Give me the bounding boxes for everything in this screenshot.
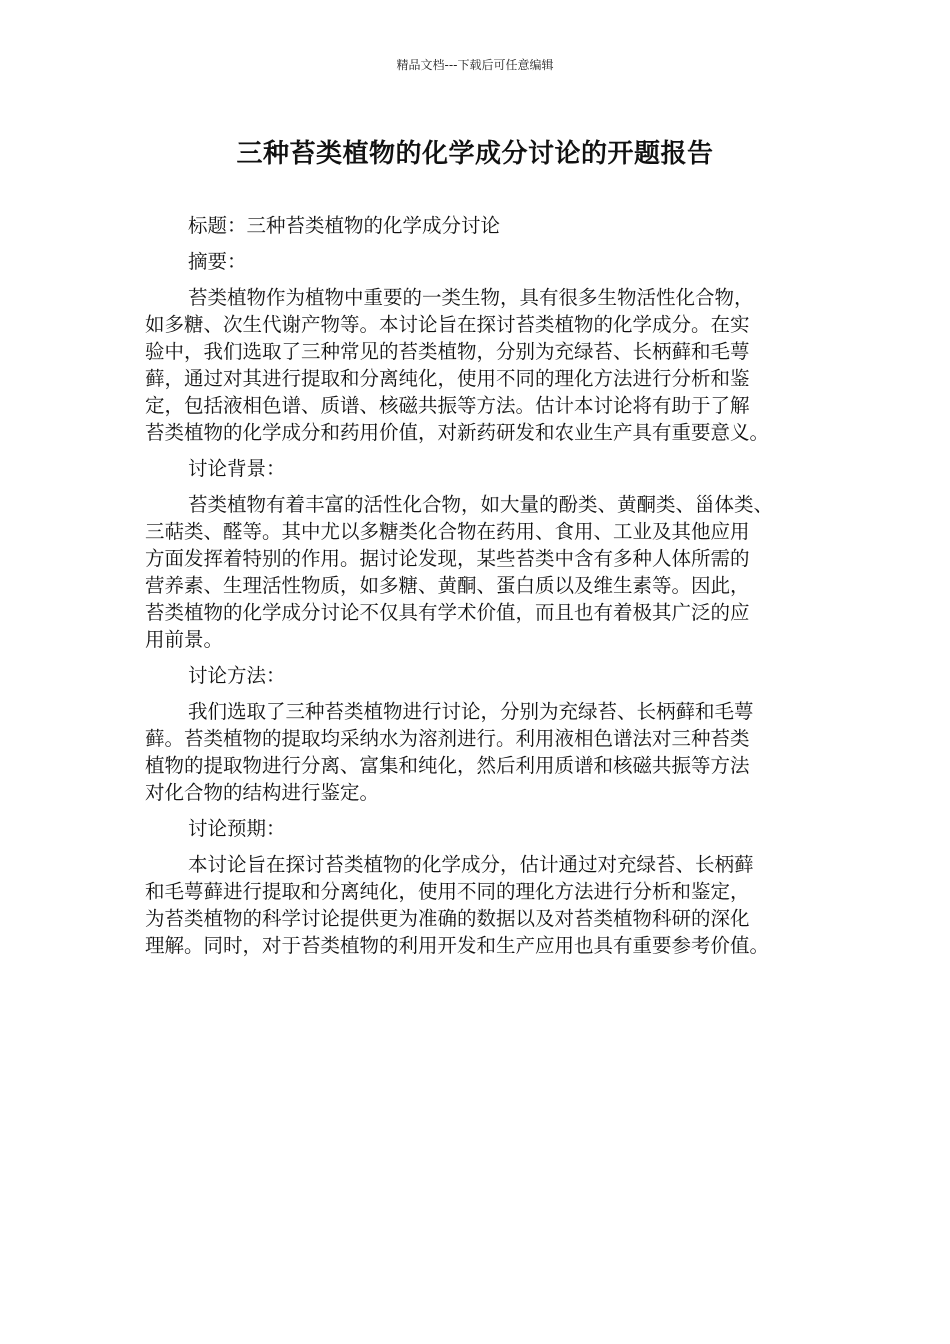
section-label-abstract: 摘要： (188, 250, 247, 273)
document-body (145, 212, 810, 959)
paragraph-line: 本讨论旨在探讨苔类植物的化学成分，估计通过对充绿苔、长柄藓 (188, 853, 754, 876)
paragraph-line: 理解。同时，对于苔类植物的利用开发和生产应用也具有重要参考价值。 (145, 934, 770, 957)
paragraph-line: 藓，通过对其进行提取和分离纯化，使用不同的理化方法进行分析和鉴 (145, 367, 750, 390)
paragraph-line: 苔类植物作为植物中重要的一类生物，具有很多生物活性化合物， (188, 286, 754, 309)
paragraph-line: 苔类植物的化学成分和药用价值，对新药研发和农业生产具有重要意义。 (145, 421, 770, 444)
paragraph-line: 藓。苔类植物的提取均采纳水为溶剂进行。利用液相色谱法对三种苔类 (145, 727, 750, 750)
section-paragraph-expectation (145, 851, 810, 959)
header-note: 精品文档---下载后可任意编辑 (396, 58, 554, 72)
paragraph-line: 方面发挥着特别的作用。据讨论发现，某些苔类中含有多种人体所需的 (145, 547, 750, 570)
section-paragraph-background (145, 491, 810, 653)
paragraph-line: 定，包括液相色谱、质谱、核磁共振等方法。估计本讨论将有助于了解 (145, 394, 750, 417)
paragraph-line: 和毛萼藓进行提取和分离纯化，使用不同的理化方法进行分析和鉴定， (145, 880, 750, 903)
subject-line: 标题：三种苔类植物的化学成分讨论 (188, 214, 501, 237)
document-title: 三种苔类植物的化学成分讨论的开题报告 (236, 139, 714, 169)
section-label-method: 讨论方法： (188, 664, 286, 687)
section-paragraph-abstract (145, 284, 810, 446)
paragraph-line: 为苔类植物的科学讨论提供更为准确的数据以及对苔类植物科研的深化 (145, 907, 750, 930)
paragraph-line: 植物的提取物进行分离、富集和纯化，然后利用质谱和核磁共振等方法 (145, 754, 750, 777)
paragraph-line: 验中，我们选取了三种常见的苔类植物，分别为充绿苔、长柄藓和毛萼 (145, 340, 750, 363)
section-label-background: 讨论背景： (188, 457, 286, 480)
paragraph-line: 营养素、生理活性物质，如多糖、黄酮、蛋白质以及维生素等。因此， (145, 574, 750, 597)
paragraph-line: 我们选取了三种苔类植物进行讨论，分别为充绿苔、长柄藓和毛萼 (188, 700, 754, 723)
paragraph-line: 如多糖、次生代谢产物等。本讨论旨在探讨苔类植物的化学成分。在实 (145, 313, 750, 336)
paragraph-line: 三萜类、醛等。其中尤以多糖类化合物在药用、食用、工业及其他应用 (145, 520, 750, 543)
paragraph-line: 苔类植物的化学成分讨论不仅具有学术价值，而且也有着极其广泛的应 (145, 601, 750, 624)
paragraph-line: 对化合物的结构进行鉴定。 (145, 781, 380, 804)
section-paragraph-method (145, 698, 810, 806)
paragraph-line: 用前景。 (145, 628, 224, 651)
paragraph-line: 苔类植物有着丰富的活性化合物，如大量的酚类、黄酮类、甾体类、 (188, 493, 774, 516)
section-label-expectation: 讨论预期： (188, 817, 286, 840)
